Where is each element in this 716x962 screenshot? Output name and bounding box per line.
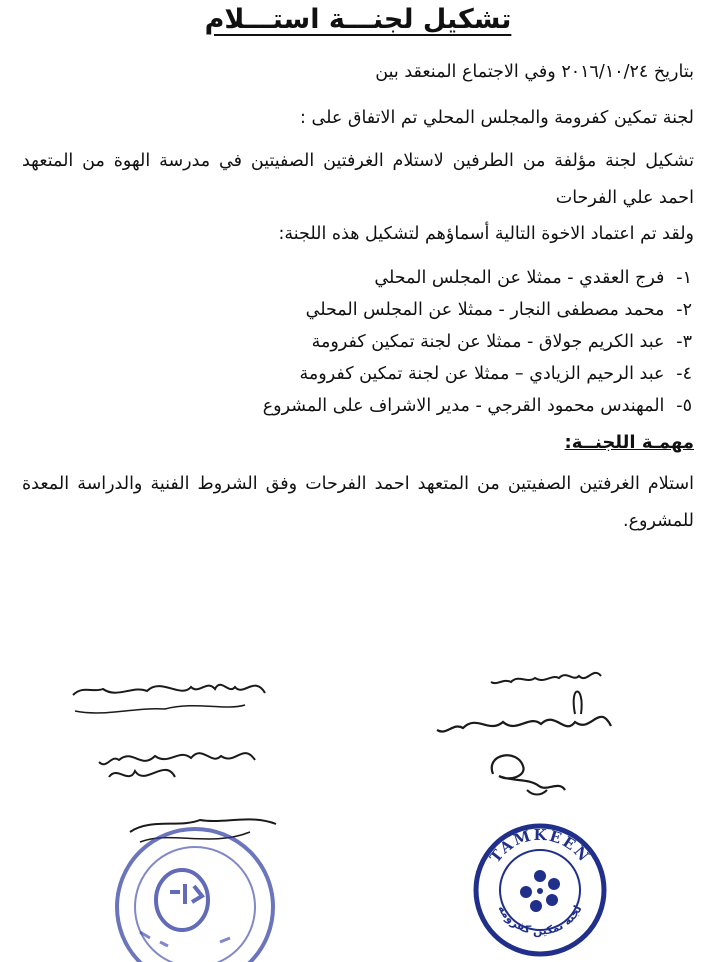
- member-item: ١- فرج العقدي - ممثلا عن المجلس المحلي: [374, 268, 692, 288]
- svg-text:TAMKEEN: [486, 826, 594, 866]
- council-stamp: [110, 812, 280, 962]
- tamkeen-stamp: [470, 818, 610, 958]
- decision-paragraph: تشكيل لجنة مؤلفة من الطرفين لاستلام الغرفتين الصفيتين في مدرسة الهوة من المتعهد احمد علي الفرحات: [22, 151, 694, 208]
- stamp-top-text: TAMKEEN: [486, 825, 594, 867]
- members-list: [263, 262, 692, 422]
- members-intro: ولقد تم اعتماد الاخوة التالية أسماؤهم لتشكيل هذه اللجنة:: [278, 224, 694, 244]
- date-line: بتاريخ ٢٠١٦/١٠/٢٤ وفي الاجتماع المنعقد بين: [375, 62, 694, 82]
- tamkeen-logo-icon: [520, 870, 560, 912]
- task-paragraph: استلام الغرفتين الصفيتين من المتعهد احمد الفرحات وفق الشروط الفنية والدراسة المعدة للمشروع.: [22, 474, 694, 531]
- left-handwriting-image: [55, 665, 285, 785]
- parties-line: لجنة تمكين كفرومة والمجلس المحلي تم الاتفاق على :: [300, 108, 694, 128]
- stamp-bottom-text: لجنة تمكين كفرومة: [495, 902, 585, 938]
- right-handwriting-image: [425, 662, 635, 822]
- task-heading: مهمـة اللجنــة:: [564, 432, 694, 453]
- left-signature: [55, 665, 285, 785]
- member-item: ٤- عبد الرحيم الزيادي – ممثلا عن لجنة تمكين كفرومة: [299, 364, 692, 384]
- member-item: ٥- المهندس محمود القرجي - مدير الاشراف على المشروع: [262, 396, 692, 416]
- member-item: ٣- عبد الكريم جولاق - ممثلا عن لجنة تمكين كفرومة: [311, 332, 692, 352]
- member-item: ٢- محمد مصطفى النجار - ممثلا عن المجلس المحلي: [305, 300, 692, 320]
- document-title: تشكيل لجنـــة استـــلام: [204, 4, 512, 35]
- right-signature: [425, 662, 635, 822]
